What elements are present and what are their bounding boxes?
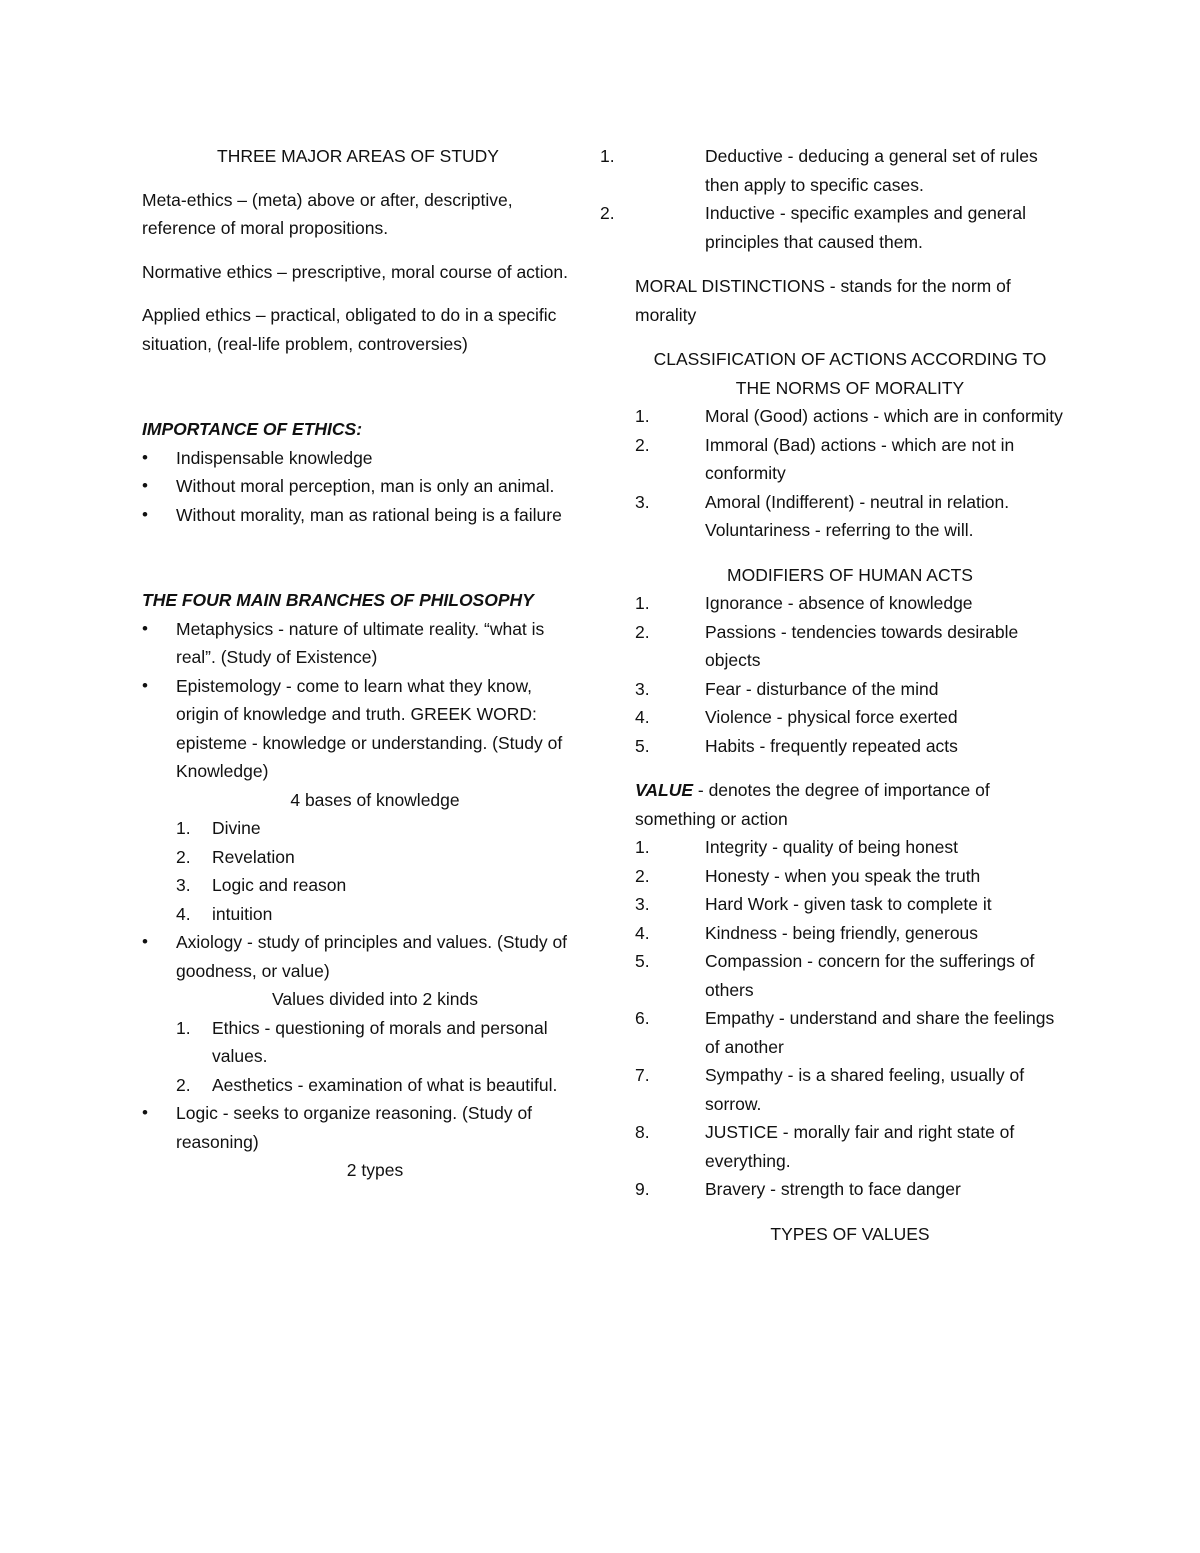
- list-item: 4. Violence - physical force exerted: [635, 707, 958, 727]
- list-item: 9. Bravery - strength to face danger: [635, 1179, 961, 1199]
- meta-ethics-paragraph: Meta-ethics – (meta) above or after, descriptive, reference of moral propositions.: [142, 189, 513, 238]
- list-item: 4. Kindness - being friendly, generous: [635, 922, 979, 943]
- list-item-metaphysics: • Metaphysics - nature of ultimate reality. “what is real”. (Study of Existence): [142, 615, 574, 672]
- heading-importance-of-ethics: IMPORTANCE OF ETHICS:: [142, 419, 363, 439]
- list-item: 5. Compassion - concern for the sufferings of others: [635, 951, 1035, 1000]
- heading-classification: CLASSIFICATION OF ACTIONS ACCORDING TO THE NORMS OF MORALITY: [653, 349, 1047, 398]
- value-term: VALUE: [635, 780, 694, 800]
- list-item: 1. Divine: [176, 818, 261, 838]
- list-item: 2. Immoral (Bad) actions - which are not in conformity: [635, 434, 1015, 483]
- list-item: 1. Moral (Good) actions - which are in conformity: [635, 406, 1063, 426]
- right-column: [600, 142, 1065, 1248]
- bases-heading: 4 bases of knowledge: [290, 789, 460, 810]
- list-item: 1. Ethics - questioning of morals and personal values.: [176, 1017, 548, 1066]
- value-definition: - denotes the degree of importance of something or action: [635, 780, 990, 829]
- modifiers-list: [635, 589, 1065, 760]
- normative-ethics-paragraph: Normative ethics – prescriptive, moral course of action.: [142, 261, 568, 282]
- list-item: 3. Amoral (Indifferent) - neutral in relation. Voluntariness - referring to the will.: [635, 491, 1010, 540]
- list-item: 5. Habits - frequently repeated acts: [635, 735, 958, 756]
- list-item: 4. intuition: [176, 903, 273, 924]
- list-item: • Indispensable knowledge: [142, 444, 574, 473]
- list-item: 2. Inductive - specific examples and general principles that caused them.: [600, 203, 1027, 252]
- list-item: 1. Deductive - deducing a general set of rules then apply to specific cases.: [600, 146, 1038, 195]
- list-item: 2. Revelation: [176, 846, 295, 867]
- bases-list: [176, 814, 574, 928]
- list-item: 2. Aesthetics - examination of what is beautiful.: [176, 1074, 558, 1095]
- list-item: 2. Passions - tendencies towards desirable objects: [635, 621, 1019, 670]
- epistemology-text: Epistemology - come to learn what they know, origin of knowledge and truth. GREEK WORD: episteme - knowledge or understanding. (Study of Knowledge): [176, 675, 563, 781]
- values-list: [635, 833, 1065, 1204]
- list-item-logic: [142, 1099, 574, 1185]
- list-item: 2. Honesty - when you speak the truth: [635, 865, 981, 886]
- list-item: 1. Integrity - quality of being honest: [635, 837, 958, 857]
- heading-types-of-values: TYPES OF VALUES: [770, 1223, 930, 1244]
- list-item: 3. Hard Work - given task to complete it: [635, 894, 992, 914]
- logic-text: Logic - seeks to organize reasoning. (Study of reasoning): [176, 1103, 533, 1152]
- list-item-epistemology: [142, 672, 574, 929]
- reasoning-types-list: [600, 142, 1065, 256]
- values-kinds-heading: Values divided into 2 kinds: [272, 989, 478, 1009]
- list-item: 6. Empathy - understand and share the feelings of another: [635, 1008, 1055, 1057]
- list-item-axiology: [142, 928, 574, 1099]
- list-item: 3. Logic and reason: [176, 875, 347, 895]
- importance-list: [142, 444, 574, 530]
- left-column: [142, 142, 574, 1185]
- applied-ethics-paragraph: Applied ethics – practical, obligated to do in a specific situation, (real-life problem, controversies): [142, 305, 557, 354]
- moral-distinctions-paragraph: MORAL DISTINCTIONS - stands for the norm of morality: [635, 276, 1011, 325]
- branches-list: [142, 615, 574, 1185]
- values-kinds-list: [176, 1014, 574, 1100]
- heading-modifiers: MODIFIERS OF HUMAN ACTS: [727, 564, 973, 585]
- list-item: 7. Sympathy - is a shared feeling, usually of sorrow.: [635, 1065, 1025, 1114]
- list-item: 8. JUSTICE - morally fair and right state of everything.: [635, 1122, 1015, 1171]
- list-item: • Without moral perception, man is only an animal.: [142, 472, 574, 501]
- axiology-text: Axiology - study of principles and values. (Study of goodness, or value): [176, 932, 568, 981]
- classification-list: [635, 402, 1065, 545]
- value-paragraph: [635, 776, 1065, 833]
- list-item: • Without morality, man as rational being is a failure: [142, 501, 574, 530]
- list-item: 3. Fear - disturbance of the mind: [635, 678, 939, 699]
- list-item: 1. Ignorance - absence of knowledge: [635, 593, 973, 613]
- heading-three-major-areas: THREE MAJOR AREAS OF STUDY: [217, 146, 499, 166]
- heading-four-branches: THE FOUR MAIN BRANCHES OF PHILOSOPHY: [142, 590, 534, 610]
- types-heading: 2 types: [346, 1160, 404, 1180]
